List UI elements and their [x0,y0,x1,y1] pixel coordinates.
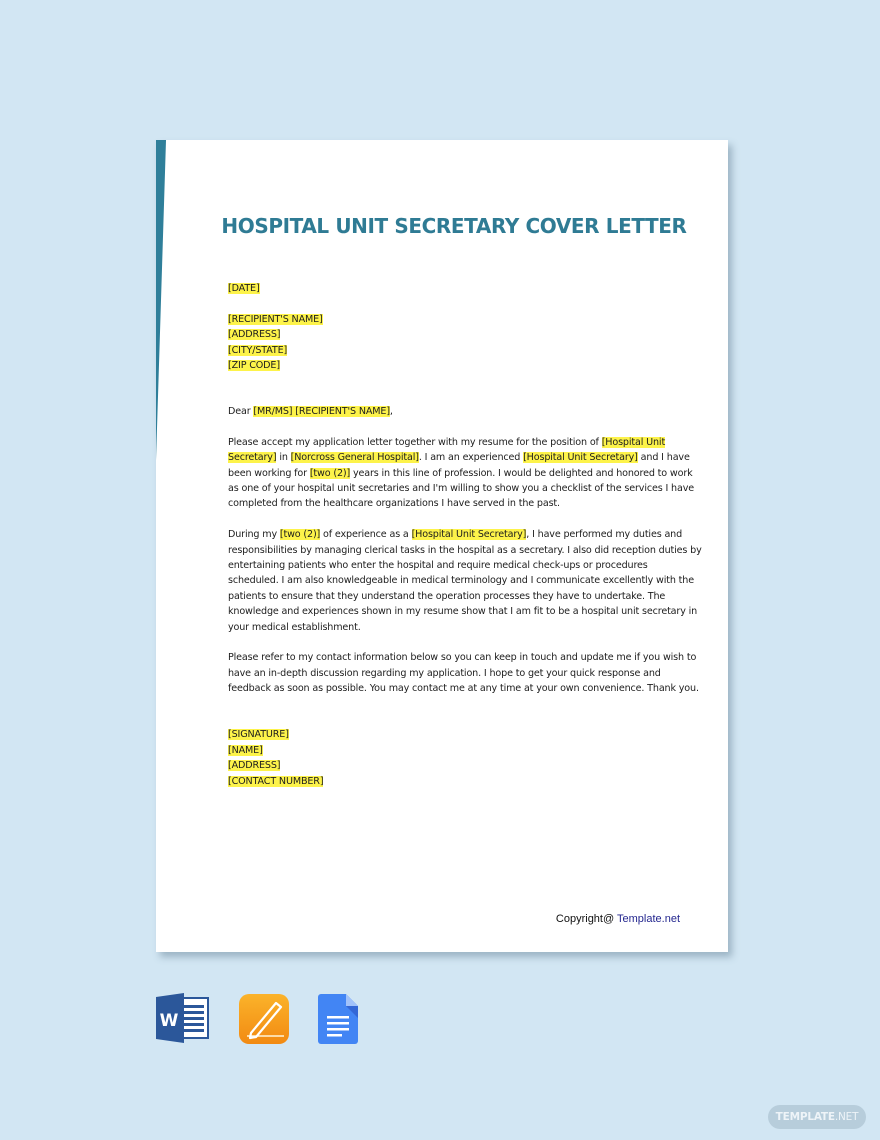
accent-stripe [156,140,166,460]
google-docs-icon[interactable] [318,993,360,1050]
salutation: Dear [MR/MS] [RECIPIENT'S NAME], [228,406,393,418]
document-title: HOSPITAL UNIT SECRETARY COVER LETTER [221,214,687,238]
svg-text:W: W [159,1011,179,1031]
paragraph-2: During my [two (2)] of experience as a [Hospital Unit Secretary], I have performed my duties and responsibilities by managing clerical tasks in the hospital as a secretary. I also did reception duties by entertaining patients who enter the hospital and require medical check-ups or procedures scheduled. I am also knowledgeable in medical terminology and I communicate excellently with the patients to ensure that they understand the operation processes they have to undertake. The knowledge and experiences shown in my resume show that I am fit to be a hospital unit secretary in your medical establishment. [228,529,702,633]
date-field: [DATE] [228,283,260,294]
closing-fields [228,727,688,789]
paragraph-1: Please accept my application letter together with my resume for the position of [Hospital Unit Secretary] in [Norcross General Hospital]. I am an experienced [Hospital Unit Secretary] and I have been working for [two (2)] years in this line of profession. I would be delighted and honored to work as one of your hospital unit secretaries and I'm willing to show you a checklist of the services I have completed from the healthcare organizations I have served in the past. [228,436,694,510]
name-field: [NAME] [228,744,263,756]
microsoft-word-icon[interactable] [156,993,210,1048]
contact-number-field: [CONTACT NUMBER] [228,775,324,787]
signature-field: [SIGNATURE] [228,729,289,741]
copyright-footer: Copyright@ Template.net [555,913,680,925]
document-page [156,140,728,952]
zip-code-field: [ZIP CODE] [228,359,280,371]
city-state-field: [CITY/STATE] [228,344,288,356]
template-net-link[interactable]: Template.net [617,913,680,925]
address-field: [ADDRESS] [228,329,281,341]
template-net-watermark: TEMPLATE.NET [768,1105,866,1129]
paragraph-3: Please refer to my contact information below so you can keep in touch and update me if you wish to have an in-depth discussion regarding my application. I hope to get your quick response and feedback as soon as possible. You may contact me at any time at your own convenience. Thank you. [228,652,699,695]
recipient-name-field: [RECIPIENT'S NAME] [228,313,323,325]
letter-body [228,281,702,789]
apple-pages-icon[interactable] [238,993,290,1050]
closing-address-field: [ADDRESS] [228,760,281,772]
